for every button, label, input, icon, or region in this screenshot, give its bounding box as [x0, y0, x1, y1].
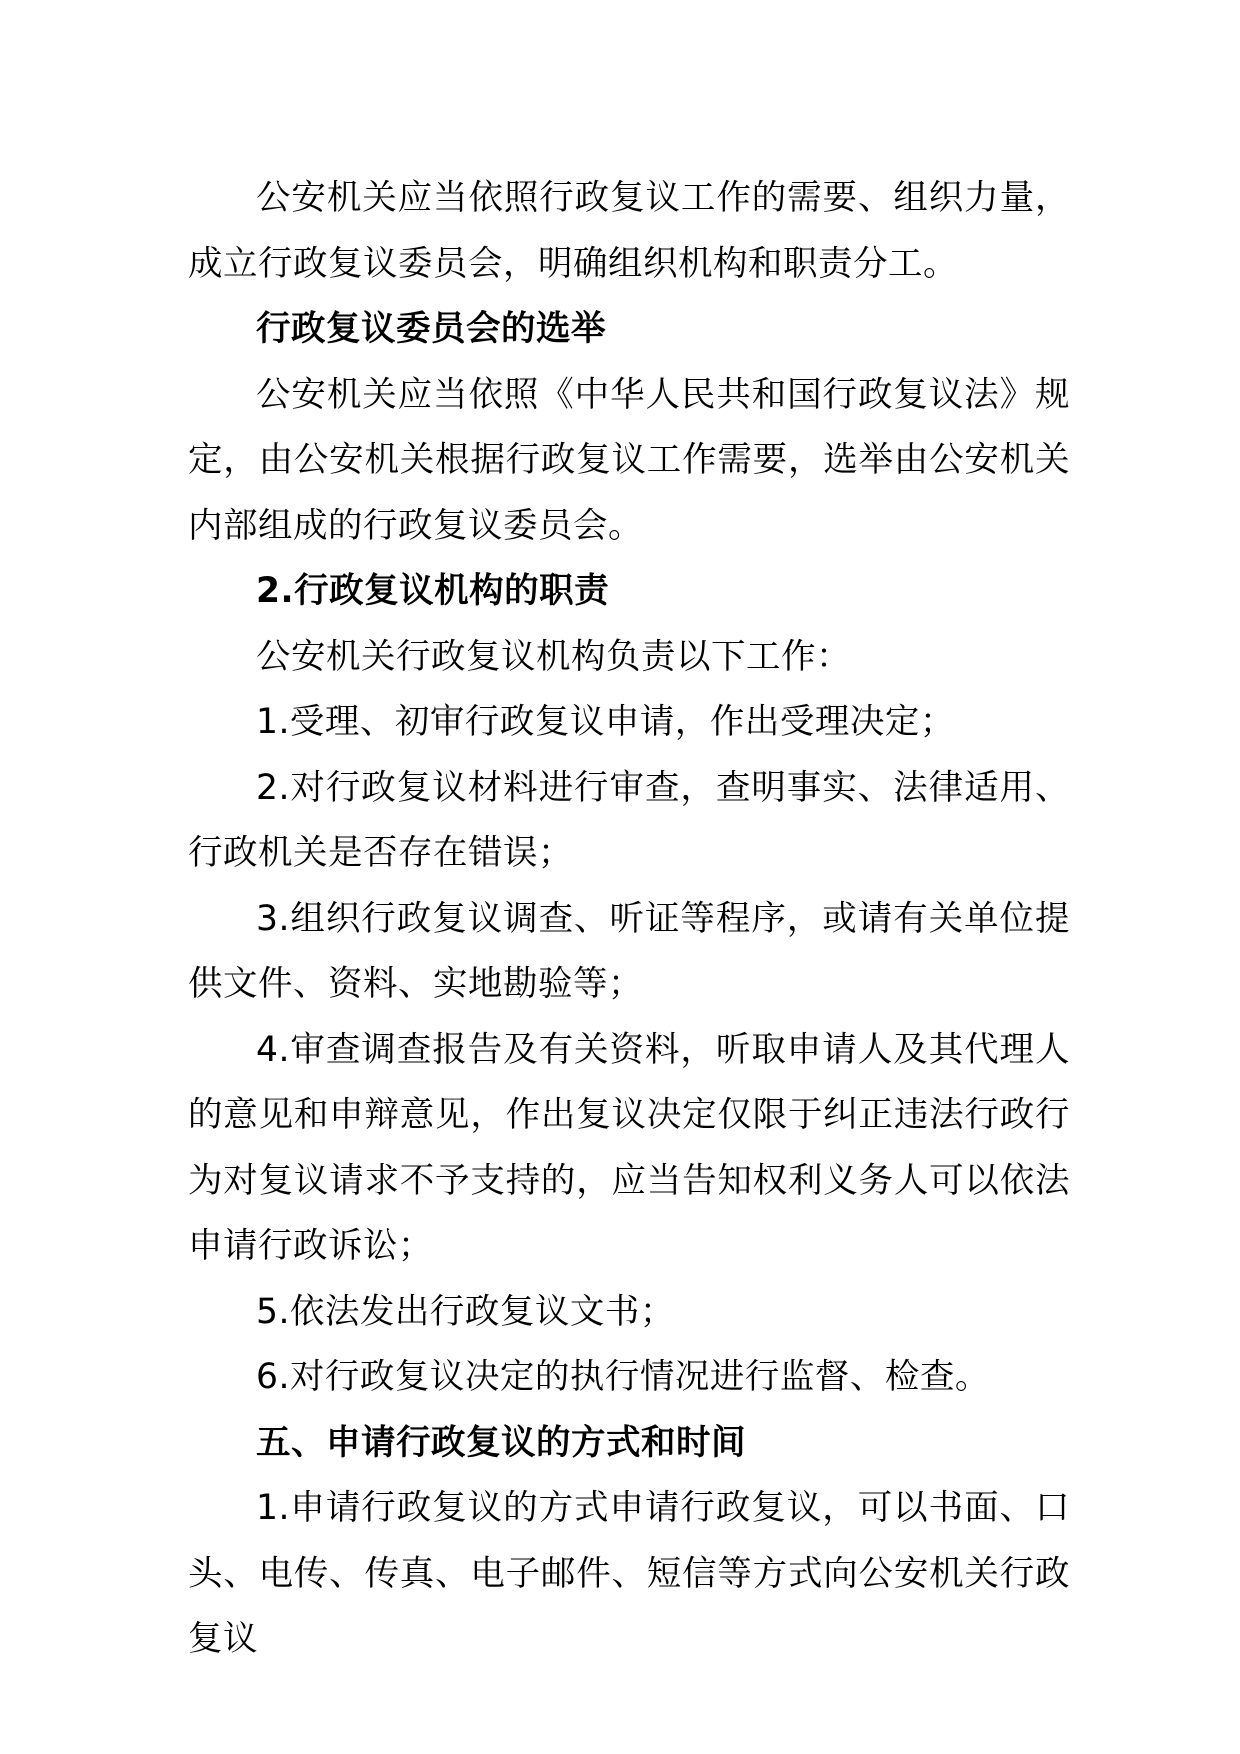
document-page	[188, 166, 1070, 1673]
list-item: 3.组织行政复议调查、听证等程序，或请有关单位提供文件、资料、实地勘验等；	[188, 898, 1070, 1004]
paragraph: 公安机关应当依照行政复议工作的需要、组织力量，成立行政复议委员会，明确组织机构和职责分工。	[188, 178, 1070, 284]
section-heading: 行政复议委员会的选举	[256, 309, 606, 349]
paragraph: 1.申请行政复议的方式申请行政复议，可以书面、口头、电传、传真、电子邮件、短信等方式向公安机关行政复议	[188, 1488, 1070, 1659]
section-heading: 五、申请行政复议的方式和时间	[256, 1422, 746, 1463]
paragraph: 公安机关应当依照《中华人民共和国行政复议法》规定，由公安机关根据行政复议工作需要，选举由公安机关内部组成的行政复议委员会。	[188, 374, 1070, 546]
list-item: 4.审查调查报告及有关资料，听取申请人及其代理人的意见和申辩意见，作出复议决定仅限于纠正违法行政行为对复议请求不予支持的，应当告知权利义务人可以依法申请行政诉讼；	[188, 1029, 1070, 1266]
list-item: 1.受理、初审行政复议申请，作出受理决定；	[256, 702, 955, 742]
section-heading: 2.行政复议机构的职责	[256, 571, 610, 611]
list-item: 2.对行政复议材料进行审查，查明事实、法律适用、行政机关是否存在错误；	[188, 767, 1070, 873]
list-item: 5.依法发出行政复议文书；	[256, 1291, 675, 1332]
list-item: 6.对行政复议决定的执行情况进行监督、检查。	[256, 1357, 990, 1397]
paragraph: 公安机关行政复议机构负责以下工作：	[256, 636, 851, 677]
